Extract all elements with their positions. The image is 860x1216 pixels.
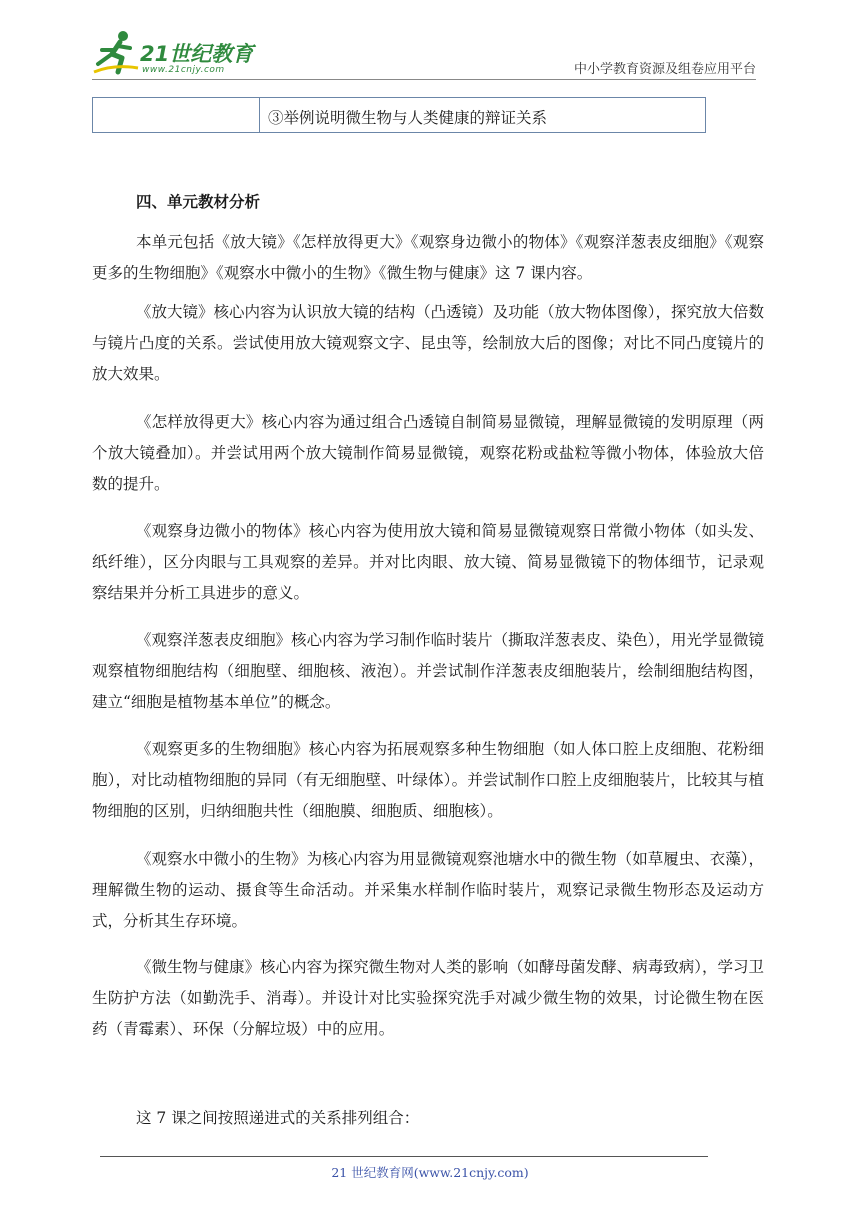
page-header <box>92 28 756 80</box>
paragraph-lesson-7: 《微生物与健康》核心内容为探究微生物对人类的影响（如酵母菌发酵、病毒致病），学习卫生防护方法（如勤洗手、消毒）。并设计对比实验探究洗手对减少微生物的效果，讨论微生物在医药（青霉素）、环保（分解垃圾）中的应用。 <box>92 958 764 1038</box>
table-empty-cell <box>93 98 260 132</box>
paragraph-lesson-4: 《观察洋葱表皮细胞》核心内容为学习制作临时装片（撕取洋葱表皮、染色），用光学显微镜观察植物细胞结构（细胞壁、细胞核、液泡）。并尝试制作洋葱表皮细胞装片，绘制细胞结构图，建立“细胞是植物基本单位”的概念。 <box>92 631 764 711</box>
paragraph-lesson-5: 《观察更多的生物细胞》核心内容为拓展观察多种生物细胞（如人体口腔上皮细胞、花粉细胞），对比动植物细胞的异同（有无细胞壁、叶绿体）。并尝试制作口腔上皮细胞装片，比较其与植物细胞的区别，归纳细胞共性（细胞膜、细胞质、细胞核）。 <box>92 740 764 820</box>
section-heading: 四、单元教材分析 <box>136 193 261 211</box>
paragraph-relationship: 这 7 课之间按照递进式的关系排列组合： <box>136 1109 420 1127</box>
footer-link[interactable]: 21 世纪教育网(www.21cnjy.com) <box>331 1165 529 1180</box>
logo-url: www.21cnjy.com <box>142 65 225 75</box>
paragraph-lesson-6: 《观察水中微小的生物》为核心内容为用显微镜观察池塘水中的微生物（如草履虫、衣藻），理解微生物的运动、摄食等生命活动。并采集水样制作临时装片，观察记录微生物形态及运动方式，分析其生存环境。 <box>92 850 764 930</box>
paragraph-lesson-1: 《放大镜》核心内容为认识放大镜的结构（凸透镜）及功能（放大物体图像），探究放大倍数与镜片凸度的关系。尝试使用放大镜观察文字、昆虫等，绘制放大后的图像；对比不同凸度镜片的放大效果。 <box>92 303 764 383</box>
table-cell-text: ③举例说明微生物与人类健康的辩证关系 <box>268 109 548 127</box>
running-figure-icon <box>92 28 140 76</box>
footer-divider <box>100 1156 708 1157</box>
objectives-table-row <box>92 97 706 133</box>
header-divider <box>92 79 756 80</box>
logo-text: 21世纪教育 <box>140 42 254 66</box>
paragraph-intro: 本单元包括《放大镜》《怎样放得更大》《观察身边微小的物体》《观察洋葱表皮细胞》《观察更多的生物细胞》《观察水中微小的生物》《微生物与健康》这 7 课内容。 <box>92 233 764 282</box>
platform-name: 中小学教育资源及组卷应用平台 <box>573 62 756 77</box>
site-logo[interactable] <box>92 28 292 78</box>
paragraph-lesson-2: 《怎样放得更大》核心内容为通过组合凸透镜自制简易显微镜，理解显微镜的发明原理（两个放大镜叠加）。并尝试用两个放大镜制作简易显微镜，观察花粉或盐粒等微小物体，体验放大倍数的提升。 <box>92 413 764 493</box>
paragraph-lesson-3: 《观察身边微小的物体》核心内容为使用放大镜和简易显微镜观察日常微小物体（如头发、纸纤维），区分肉眼与工具观察的差异。并对比肉眼、放大镜、简易显微镜下的物体细节，记录观察结果并分析工具进步的意义。 <box>92 522 764 602</box>
